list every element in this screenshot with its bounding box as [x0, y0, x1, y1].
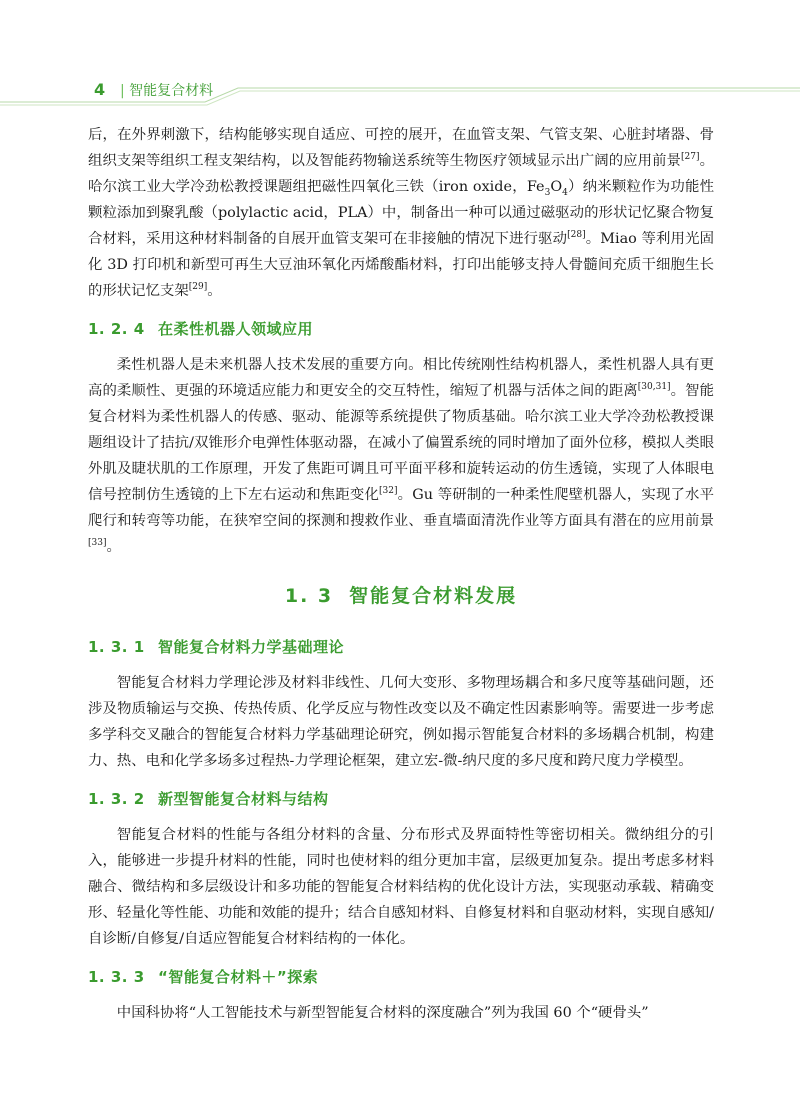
paragraph: [88, 1000, 714, 1026]
text-run: 柔性机器人是未来机器人技术发展的重要方向。相比传统刚性结构机器人，柔性机器人具有更高的柔顺性、更强的环境适应能力和更安全的交互特性，缩短了机器与活体之间的距离: [88, 357, 714, 399]
text-run: 。: [106, 539, 121, 555]
paragraph: [88, 122, 714, 304]
page-number: 4: [94, 80, 106, 99]
running-head-title: | 智能复合材料: [120, 80, 213, 100]
text-run: 。Gu 等研制的一种柔性爬壁机器人，实现了水平爬行和转弯等功能，在狭窄空间的探测和搜救作业、垂直墙面清洗作业等方面具有潜在的应用前景: [88, 487, 714, 529]
body-text: [88, 122, 714, 1026]
text-run: O: [550, 179, 563, 195]
heading-number: 1. 3. 1: [88, 638, 145, 656]
subscript: 3: [544, 187, 551, 198]
text-run: 智能复合材料力学理论涉及材料非线性、几何大变形、多物理场耦合和多尺度等基础问题，还涉及物质输运与交换、传热传质、化学反应与物性改变以及不确定性因素影响等。需要进一步考虑多学科交叉融合的智能复合材料力学基础理论研究，例如揭示智能复合材料的多场耦合机制，构建力、热、电和化学多场多过程热-力学理论框架，建立宏-微-纳尺度的多尺度和跨尺度力学模型。: [88, 675, 714, 769]
heading-title: 智能复合材料发展: [349, 585, 518, 607]
heading-title: “智能复合材料＋”探索: [158, 968, 319, 986]
text-run: 。: [207, 283, 222, 299]
heading-number: 1. 3. 2: [88, 790, 145, 808]
citation-ref: [28]: [567, 230, 586, 241]
subsection-heading: [88, 314, 714, 344]
text-run: 。哈尔滨工业大学冷劲松教授课题组把磁性四氧化三铁（iron oxide，Fe: [88, 153, 714, 195]
text-run: 。Miao 等利用光固化 3D 打印机和新型可再生大豆油环氧化丙烯酸酯材料，打印出能够支持人骨髓间充质干细胞生长的形状记忆支架: [88, 231, 714, 299]
text-run: 。智能复合材料为柔性机器人的传感、驱动、能源等系统提供了物质基础。哈尔滨工业大学冷劲松教授课题组设计了拮抗/双锥形介电弹性体驱动器，在减小了偏置系统的同时增加了面外位移，模拟人类眼外肌及睫状肌的工作原理，开发了焦距可调且可平面平移和旋转运动的仿生透镜，实现了人体眼电信号控制仿生透镜的上下左右运动和焦距变化: [88, 383, 714, 503]
text-run: ）纳米颗粒作为功能性颗粒添加到聚乳酸（polylactic acid，PLA）中，制备出一种可以通过磁驱动的形状记忆聚合物复合材料，采用这种材料制备的自展开血管支架可在非接触的情况下进行驱动: [88, 179, 714, 247]
page-header: [0, 0, 800, 110]
heading-number: 1. 2. 4: [88, 320, 145, 338]
heading-number: 1. 3. 3: [88, 968, 145, 986]
heading-number: 1. 3: [284, 585, 334, 607]
citation-ref: [33]: [88, 538, 107, 549]
citation-ref: [29]: [188, 282, 208, 293]
text-run: 中国科协将“人工智能技术与新型智能复合材料的深度融合”列为我国 60 个“硬骨头”: [116, 1005, 649, 1021]
paragraph: [88, 822, 714, 952]
subsection-heading: [88, 962, 714, 992]
section-heading: [88, 576, 714, 616]
subscript: 4: [562, 187, 568, 198]
citation-ref: [27]: [681, 152, 700, 163]
heading-title: 智能复合材料力学基础理论: [158, 638, 345, 656]
subsection-heading: [88, 784, 714, 814]
paragraph: [88, 670, 714, 774]
text-run: 智能复合材料的性能与各组分材料的含量、分布形式及界面特性等密切相关。微纳组分的引入，能够进一步提升材料的性能，同时也使材料的组分更加丰富，层级更加复杂。提出考虑多材料融合、微结构和多层级设计和多功能的智能复合材料结构的优化设计方法，实现驱动承载、精确变形、轻量化等性能、功能和效能的提升；结合自感知材料、自修复材料和自驱动材料，实现自感知/自诊断/自修复/自适应智能复合材料结构的一体化。: [88, 827, 714, 947]
citation-ref: [32]: [379, 486, 398, 497]
subsection-heading: [88, 632, 714, 662]
paragraph: [88, 352, 714, 560]
citation-ref: [30,31]: [637, 382, 671, 393]
heading-title: 在柔性机器人领域应用: [158, 320, 314, 338]
heading-title: 新型智能复合材料与结构: [158, 790, 329, 808]
text-run: 后，在外界刺激下，结构能够实现自适应、可控的展开，在血管支架、气管支架、心脏封堵器、骨组织支架等组织工程支架结构，以及智能药物输送系统等生物医疗领域显示出广阔的应用前景: [88, 127, 714, 169]
